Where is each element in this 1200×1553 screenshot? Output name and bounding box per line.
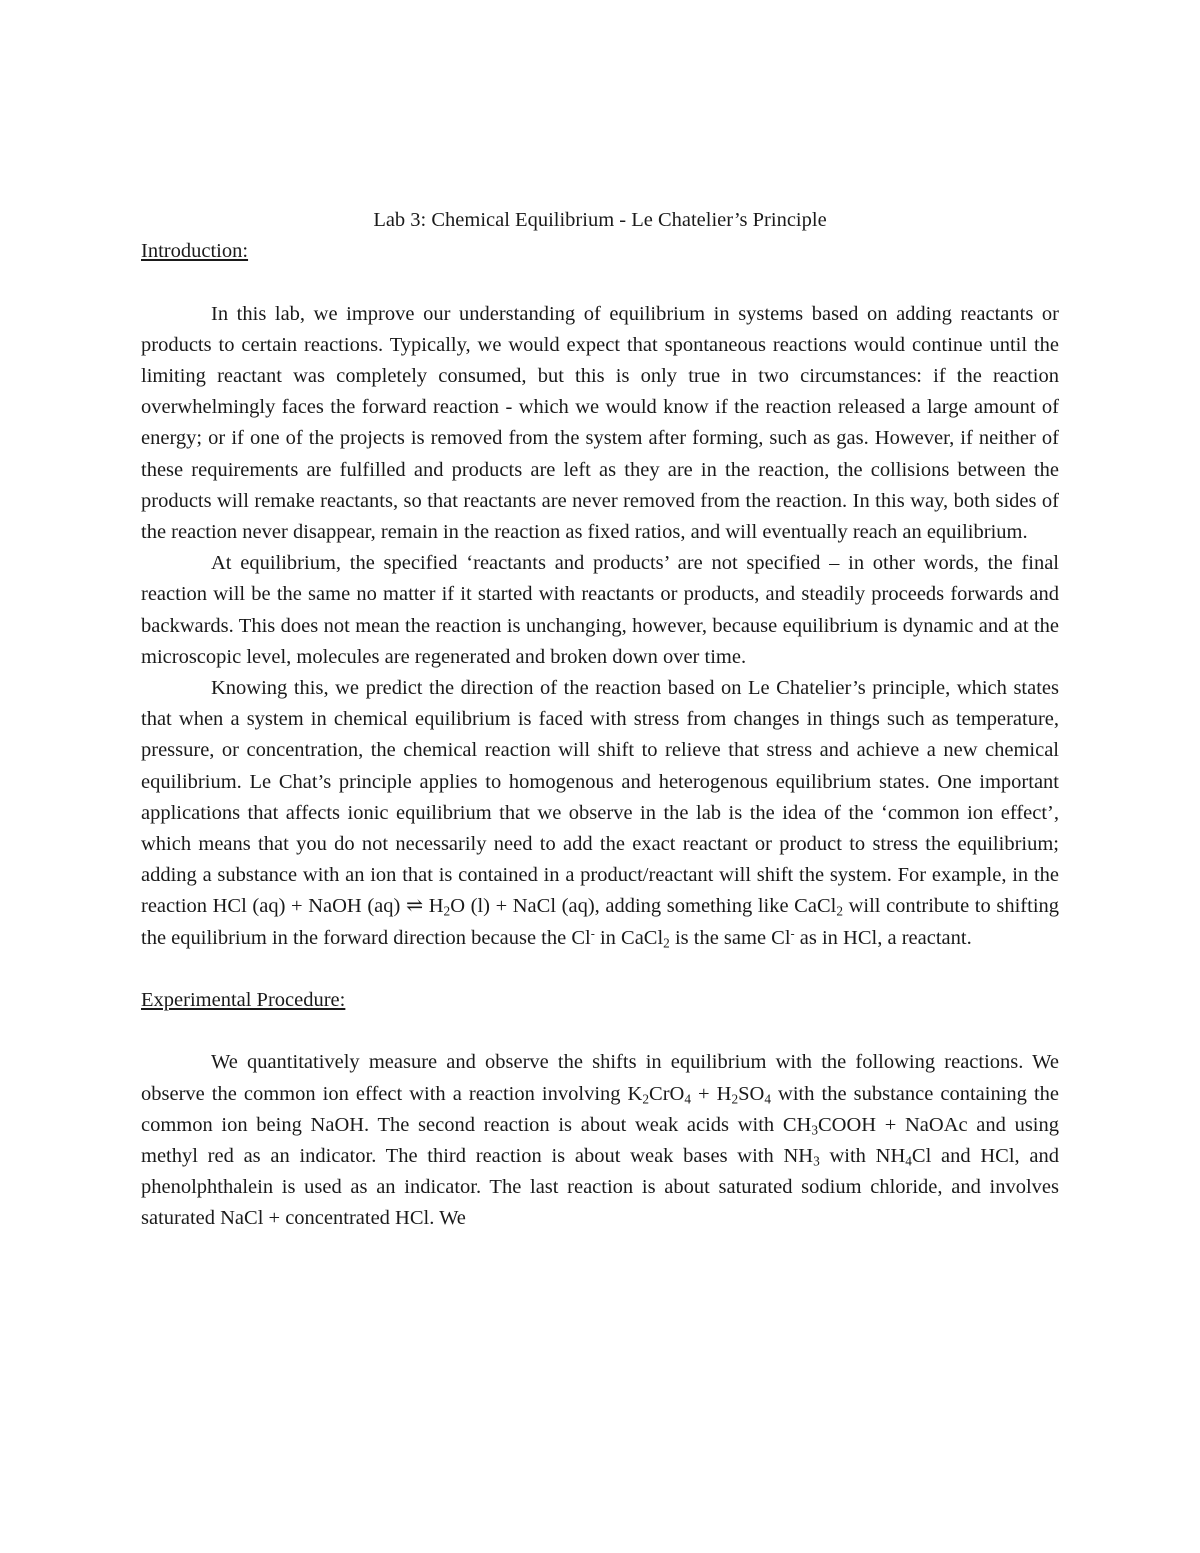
text-run: COOH + NaOAc and using methyl red as an indicator. The third reaction is about weak bases with NH	[141, 1113, 1059, 1168]
subscript: 2	[663, 935, 670, 951]
document-title: Lab 3: Chemical Equilibrium - Le Chatelier’s Principle	[373, 209, 827, 231]
procedure-heading: Experimental Procedure:	[141, 989, 346, 1012]
superscript: -	[790, 925, 795, 940]
text-run: will contribute to shifting the equilibrium in the forward direction because the Cl	[141, 895, 1060, 949]
procedure-paragraph-1	[141, 1047, 1059, 1234]
blank-line	[141, 1016, 1059, 1047]
subscript: 3	[813, 1153, 820, 1169]
subscript: 2	[731, 1091, 739, 1107]
subscript: 2	[443, 904, 451, 920]
text-run: + H	[691, 1082, 732, 1105]
subscript: 3	[811, 1122, 818, 1138]
introduction-paragraph-2: At equilibrium, the specified ‘reactants and products’ are not specified – in other words, the final reaction will be the same no matter if it started with reactants or products, and steadily proceeds forwards and backwards. This does not mean the reaction is unchanging, however, because equilibrium is dynamic and at the microscopic level, molecules are regenerated and broken down over time.	[141, 552, 1059, 668]
text-run: CrO	[649, 1082, 685, 1105]
subscript: 4	[764, 1091, 771, 1107]
blank-line	[141, 954, 1059, 985]
introduction-paragraph-1: In this lab, we improve our understanding of equilibrium in systems based on adding reactants or products to certain reactions. Typically, we would expect that spontaneous reactions would continue until the limiting reactant was completely consumed, but this is only true in two circumstances: if the reaction overwhelmingly faces the forward reaction - which we would know if the reaction released a large amount of energy; or if one of the projects is removed from the system after forming, such as gas. However, if neither of these requirements are fulfilled and products are left as they are in the reaction, the collisions between the products will remake reactants, so that reactants are never removed from the reaction. In this way, both sides of the reaction never disappear, remain in the reaction as fixed ratios, and will eventually reach an equilibrium.	[141, 302, 1059, 543]
text-run: as in HCl, a reactant.	[794, 926, 972, 949]
text-run: with NH	[819, 1145, 906, 1168]
superscript: -	[590, 925, 595, 940]
subscript: 4	[905, 1153, 912, 1169]
subscript: 4	[684, 1091, 691, 1107]
introduction-heading: Introduction:	[141, 240, 249, 263]
blank-line	[141, 267, 1059, 298]
text-run: Knowing this, we predict the direction of the reaction based on Le Chatelier’s principle, which states that when a system in chemical equilibrium is faced with stress from changes in things such as temperature, pressure, or concentration, the chemical reaction will shift to relieve that stress and achieve a new chemical equilibrium. Le Chat’s principle applies to homogenous and heterogenous equilibrium states. One important applications that affects ionic equilibrium that we observe in the lab is the idea of the ‘common ion effect’, which means that you do not necessarily need to add the exact reactant or product to stress the equilibrium; adding a substance with an ion that is contained in a product/reactant will shift the system. For example, in the reaction HCl (aq) + NaOH (aq) ⇌ H	[141, 677, 1059, 918]
document-page	[141, 205, 1059, 1235]
text-run: with the substance containing the common ion being NaOH. The second reaction is about weak acids with CH	[141, 1082, 1059, 1136]
text-run: We quantitatively measure and observe the shifts in equilibrium with the following reactions. We observe the common ion effect with a reaction involving K	[141, 1051, 1059, 1105]
introduction-paragraph-3	[141, 673, 1059, 954]
text-run: SO	[738, 1082, 765, 1105]
text-run: is the same Cl	[669, 926, 791, 949]
subscript: 2	[836, 904, 843, 920]
text-run: Cl and HCl, and phenolphthalein is used as an indicator. The last reaction is about saturated sodium chloride, and involves saturated NaCl + concentrated HCl. We	[141, 1145, 1059, 1230]
text-run: in CaCl	[594, 926, 664, 949]
text-run: O (l) + NaCl (aq), adding something like CaCl	[450, 895, 837, 918]
subscript: 2	[642, 1091, 650, 1107]
